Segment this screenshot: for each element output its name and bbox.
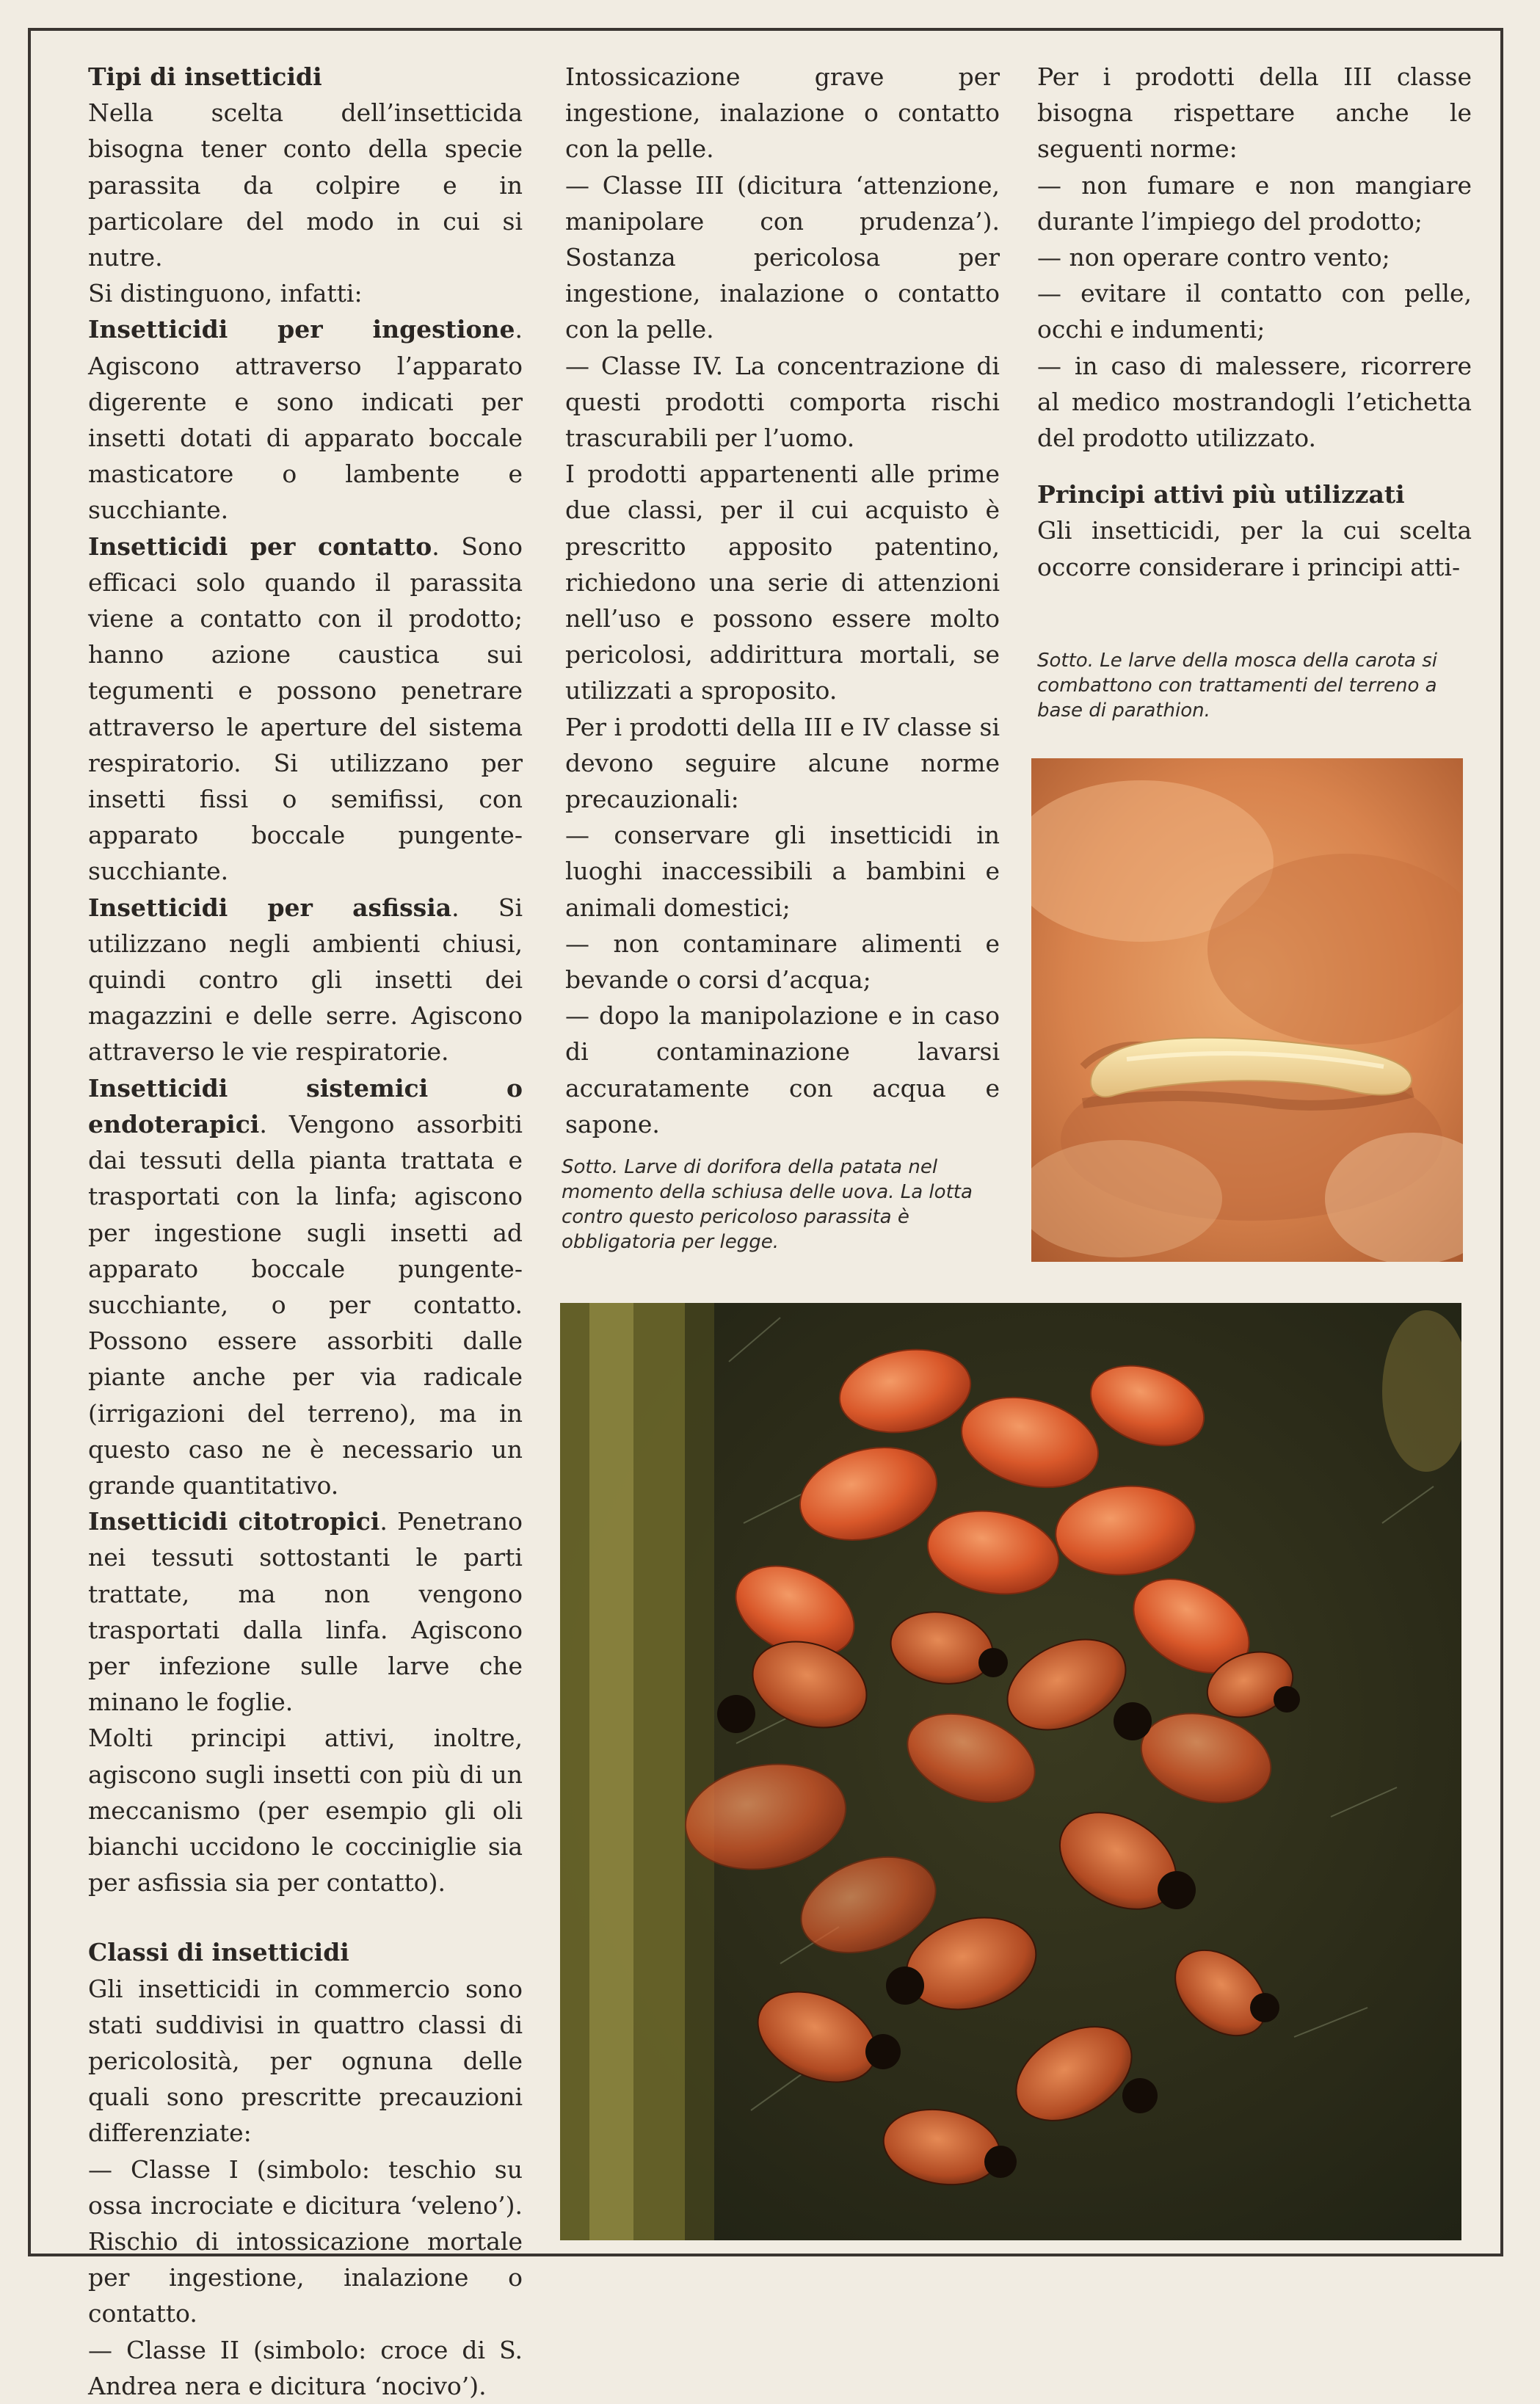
list-item: — conservare gli insetticidi in luoghi inaccessibili a bambini e animali domestici;	[565, 821, 1000, 922]
photo-carrot-fly-larva	[1031, 758, 1463, 1262]
column-3	[1037, 59, 1472, 585]
heading-tipi-insetticidi: Tipi di insetticidi	[88, 62, 322, 91]
list-item: — non contaminare alimenti e bevande o corsi d’acqua;	[565, 929, 1000, 995]
term-text: . Si utilizzano negli ambienti chiusi, quindi contro gli insetti dei magazzini e delle serre. Agiscono attraverso le vie respiratorie.	[88, 893, 523, 1067]
dorifora-larvae-illustration	[560, 1303, 1461, 2240]
list-item: — non fumare e non mangiare durante l’impiego del prodotto;	[1037, 170, 1472, 236]
term: Insetticidi per asfissia	[88, 893, 452, 922]
paragraph-classe-2: — Classe II (simbolo: croce di S. Andrea nera e dicitura ‘nocivo’).	[88, 2335, 523, 2400]
heading-principi-attivi: Principi attivi più utilizzati	[1037, 480, 1405, 509]
paragraph: Per i prodotti della III classe bisogna rispettare anche le seguenti norme:	[1037, 62, 1472, 164]
term-text: . Sono efficaci solo quando il parassita viene a contatto con il prodotto; hanno azione caustica sui tegumenti e possono penetrare attraverso le aperture del sistema respiratorio. Si utilizzano per insetti fissi o semifissi, con apparato boccale pungente-succhiante.	[88, 531, 523, 886]
paragraph: Per i prodotti della III e IV classe si devono seguire alcune norme precauzionali:	[565, 712, 1000, 814]
paragraph: Nella scelta dell’insetticida bisogna tener conto della specie parassita da colpire e in particolare del modo in cui si nutre.	[88, 98, 523, 272]
paragraph-ingestione	[88, 311, 523, 528]
term-text: . Vengono assorbiti dai tessuti della pianta trattata e trasportati con la linfa; agiscono per ingestione sugli insetti ad apparato boccale pungente-succhiante, o per contatto. Possono essere assorbiti dalle piante anche per via radicale (irrigazioni del terreno), ma in questo caso ne è necessario un grande quantitativo.	[88, 1109, 523, 1500]
list-item: — non operare contro vento;	[1037, 243, 1390, 272]
paragraph-classe-1: — Classe I (simbolo: teschio su ossa incrociate e dicitura ‘veleno’). Rischio di intossicazione mortale per ingestione, inalazione o contatto.	[88, 2154, 523, 2328]
paragraph: Gli insetticidi in commercio sono stati suddivisi in quattro classi di pericolosità, per ognuna delle quali sono prescritte precauzioni differenziate:	[88, 1974, 523, 2148]
carrot-larva-illustration	[1031, 758, 1463, 1262]
caption-dorifora: Sotto. Larve di dorifora della patata nel momento della schiusa delle uova. La lotta contro questo pericoloso parassita è obbligatoria per legge.	[562, 1156, 973, 1253]
term: Insetticidi per contatto	[88, 531, 432, 561]
paragraph-classe-3: — Classe III (dicitura ‘attenzione, manipolare con prudenza’). Sostanza pericolosa per ingestione, inalazione o contatto con la pelle.	[565, 170, 1000, 344]
heading-classi-insetticidi: Classi di insetticidi	[88, 1938, 349, 1967]
paragraph: Gli insetticidi, per la cui scelta occorre considerare i principi atti-	[1037, 516, 1472, 581]
paragraph-sistemici	[88, 1070, 523, 1503]
paragraph: I prodotti appartenenti alle prime due classi, per il cui acquisto è prescritto apposito patentino, richiedono una serie di attenzioni nell’uso e possono essere molto pericolosi, addirittura mortali, se utilizzati a sproposito.	[565, 460, 1000, 705]
term: Insetticidi citotropici	[88, 1507, 380, 1536]
list-item: — dopo la manipolazione e in caso di contaminazione lavarsi accuratamente con acqua e sapone.	[565, 1001, 1000, 1139]
caption-carota: Sotto. Le larve della mosca della carota si combattono con trattamenti del terreno a base di parathion.	[1037, 650, 1438, 722]
term: Insetticidi per ingestione	[88, 315, 515, 344]
column-1	[88, 59, 523, 2404]
paragraph-asfissia	[88, 890, 523, 1070]
paragraph: Si distinguono, infatti:	[88, 279, 363, 308]
paragraph-classe-4: — Classe IV. La concentrazione di questi prodotti comporta rischi trascurabili per l’uomo.	[565, 351, 1000, 453]
column-2	[565, 59, 1000, 1142]
paragraph-citotropici	[88, 1503, 523, 1720]
photo-dorifora-larvae	[560, 1303, 1461, 2240]
paragraph: Intossicazione grave per ingestione, inalazione o contatto con la pelle.	[565, 62, 1000, 164]
paragraph: Molti principi attivi, inoltre, agiscono sugli insetti con più di un meccanismo (per esempio gli oli bianchi uccidono le cocciniglie sia per asfissia sia per contatto).	[88, 1724, 523, 1898]
term-text: . Agiscono attraverso l’apparato digerente e sono indicati per insetti dotati di apparato boccale masticatore o lambente e succhiante.	[88, 315, 523, 525]
paragraph-contatto	[88, 529, 523, 890]
term-text: . Penetrano nei tessuti sottostanti le parti trattate, ma non vengono trasportati dalla linfa. Agiscono per infezione sulle larve che minano le foglie.	[88, 1507, 523, 1717]
list-item: — evitare il contatto con pelle, occhi e indumenti;	[1037, 279, 1472, 344]
term: Insetticidi sistemici o endoterapici	[88, 1073, 523, 1139]
list-item: — in caso di malessere, ricorrere al medico mostrandogli l’etichetta del prodotto utilizzato.	[1037, 351, 1472, 453]
